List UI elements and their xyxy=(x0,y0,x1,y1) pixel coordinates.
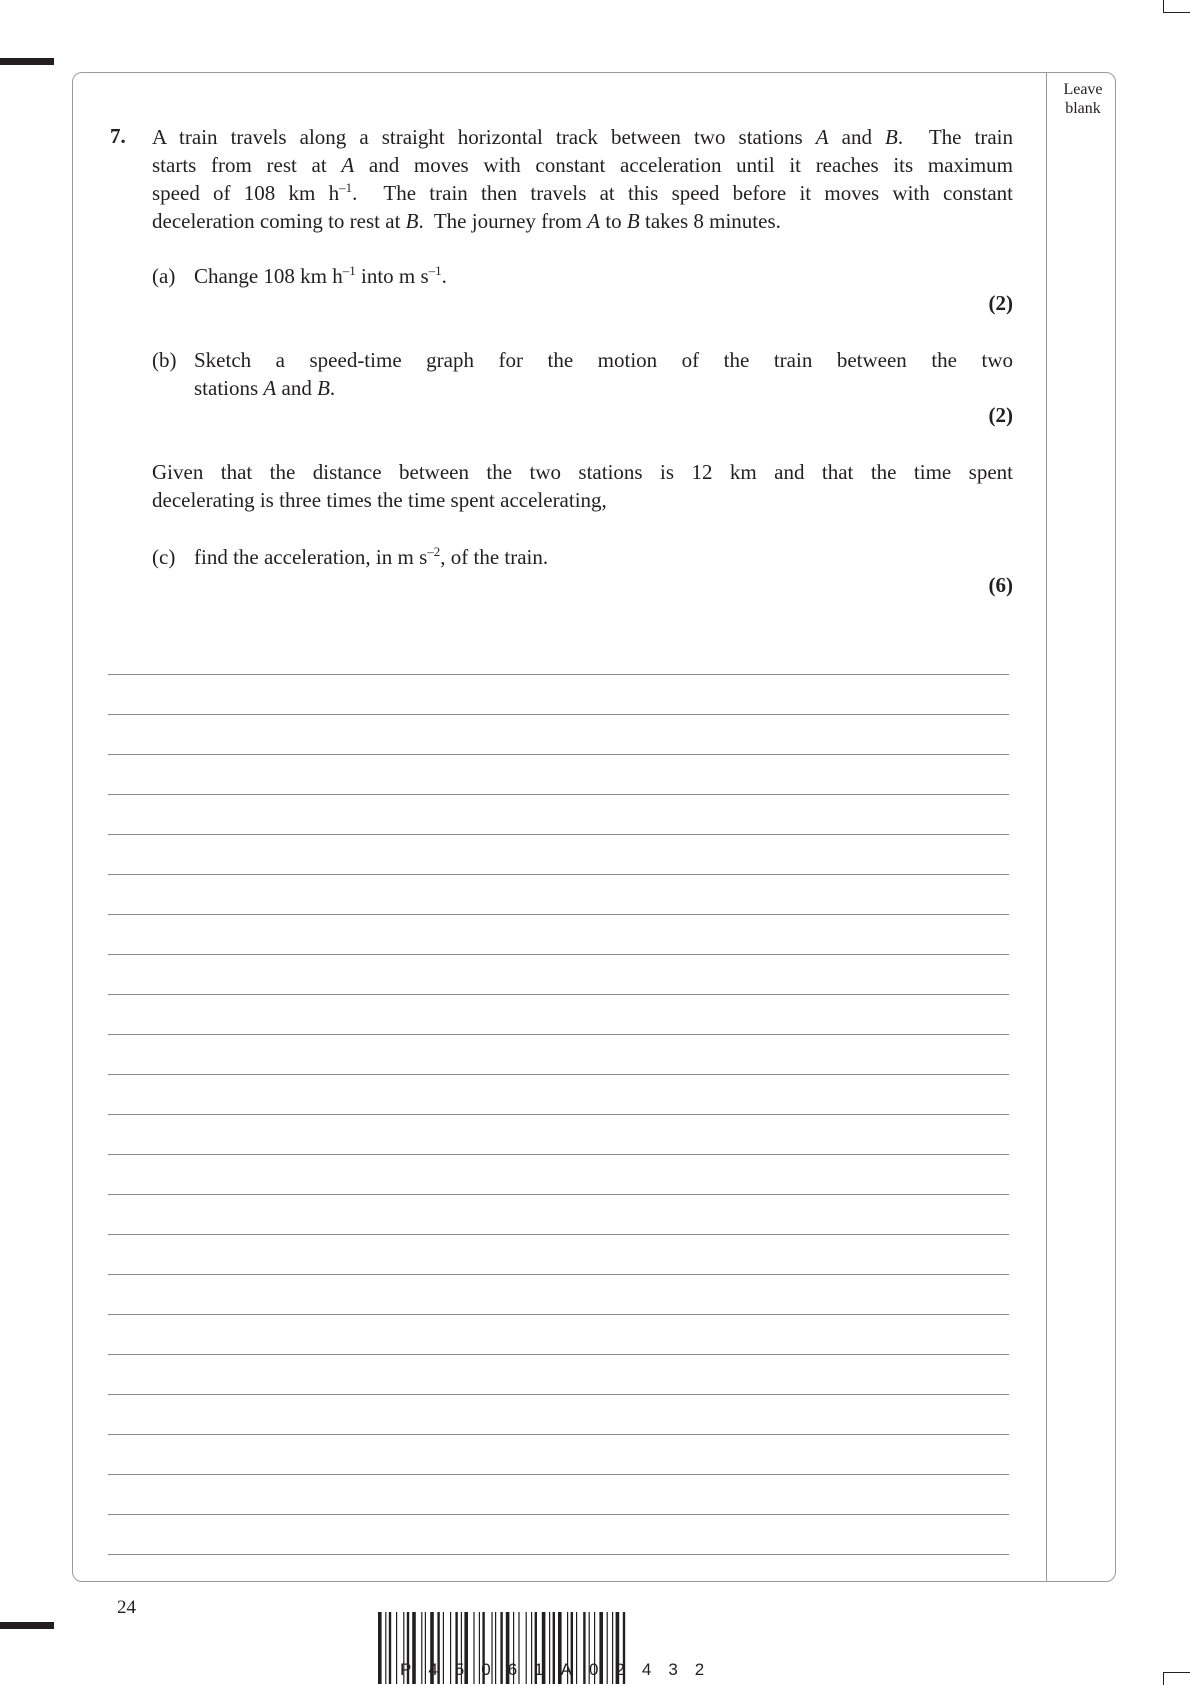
barcode-bar xyxy=(385,1612,386,1684)
answer-line[interactable] xyxy=(108,755,1009,795)
part-b-line-2: stations A and B. xyxy=(194,376,336,400)
answer-line[interactable] xyxy=(108,795,1009,835)
part-a-marks: (2) xyxy=(988,291,1013,315)
answer-line[interactable] xyxy=(108,675,1009,715)
margin-column-divider xyxy=(1046,72,1047,1582)
crop-mark-bottom-right xyxy=(1163,1672,1190,1685)
answer-line[interactable] xyxy=(108,1155,1009,1195)
barcode-bar xyxy=(389,1612,391,1684)
answer-line[interactable] xyxy=(108,1275,1009,1315)
answer-line[interactable] xyxy=(108,1395,1009,1435)
barcode-bar xyxy=(378,1612,382,1684)
question-intro-line-1: A train travels along a straight horizontal track between two stations A and B. The train xyxy=(152,125,1014,149)
part-b-label: (b) xyxy=(152,348,177,372)
intro-line-1-a: A train travels along a straight horizontal track between two stations xyxy=(152,125,816,149)
part-c-label: (c) xyxy=(152,545,176,569)
answer-lines[interactable] xyxy=(108,635,1009,1555)
answer-line[interactable] xyxy=(108,1315,1009,1355)
answer-line[interactable] xyxy=(108,1115,1009,1155)
given-line-1: Given that the distance between the two stations is 12 km and that the time spent xyxy=(152,460,1013,484)
station-a: A xyxy=(815,125,829,149)
answer-line[interactable] xyxy=(108,915,1009,955)
answer-line[interactable] xyxy=(108,875,1009,915)
station-b: B xyxy=(885,125,898,149)
answer-line[interactable] xyxy=(108,1435,1009,1475)
part-b-marks: (2) xyxy=(988,403,1013,427)
answer-line[interactable] xyxy=(108,835,1009,875)
question-intro-line-2: starts from rest at A and moves with constant acceleration until it reaches its maximum xyxy=(152,153,1014,177)
leave-blank-label: Leave blank xyxy=(1063,81,1103,117)
answer-line[interactable] xyxy=(108,995,1009,1035)
answer-line[interactable] xyxy=(108,1235,1009,1275)
crop-mark-top-right xyxy=(1163,0,1190,13)
part-b-line-1: Sketch a speed-time graph for the motion of the train between the two xyxy=(194,348,1013,372)
crop-mark-top-left xyxy=(0,58,54,65)
answer-line[interactable] xyxy=(108,1195,1009,1235)
part-c-marks: (6) xyxy=(988,573,1013,597)
answer-line[interactable] xyxy=(108,1515,1009,1555)
answer-line[interactable] xyxy=(108,715,1009,755)
given-line-2: decelerating is three times the time spent accelerating, xyxy=(152,488,607,512)
question-number: 7. xyxy=(110,124,126,148)
question-intro-line-3: speed of 108 km $h^{-1}$. The train then travels at this speed before it moves with constant xyxy=(152,180,1013,205)
answer-line[interactable] xyxy=(108,1475,1009,1515)
part-a-label: (a) xyxy=(152,264,176,288)
part-a-text: Change 108 km $h^{-1}$ into m $s^{-1}$. xyxy=(194,263,447,288)
crop-mark-bottom-left xyxy=(0,1622,54,1629)
question-intro-line-4: deceleration coming to rest at B. The journey from A to B takes 8 minutes. xyxy=(152,209,781,233)
barcode-bar xyxy=(396,1612,397,1684)
answer-line[interactable] xyxy=(108,635,1009,675)
part-c-text: find the acceleration, in m $s^{-2}$, of the train. xyxy=(194,544,549,569)
barcode-text: P45061A02432 xyxy=(400,1660,722,1679)
answer-line[interactable] xyxy=(108,1035,1009,1075)
answer-line[interactable] xyxy=(108,1355,1009,1395)
answer-line[interactable] xyxy=(108,1075,1009,1115)
page-number: 24 xyxy=(117,1597,136,1618)
answer-line[interactable] xyxy=(108,955,1009,995)
